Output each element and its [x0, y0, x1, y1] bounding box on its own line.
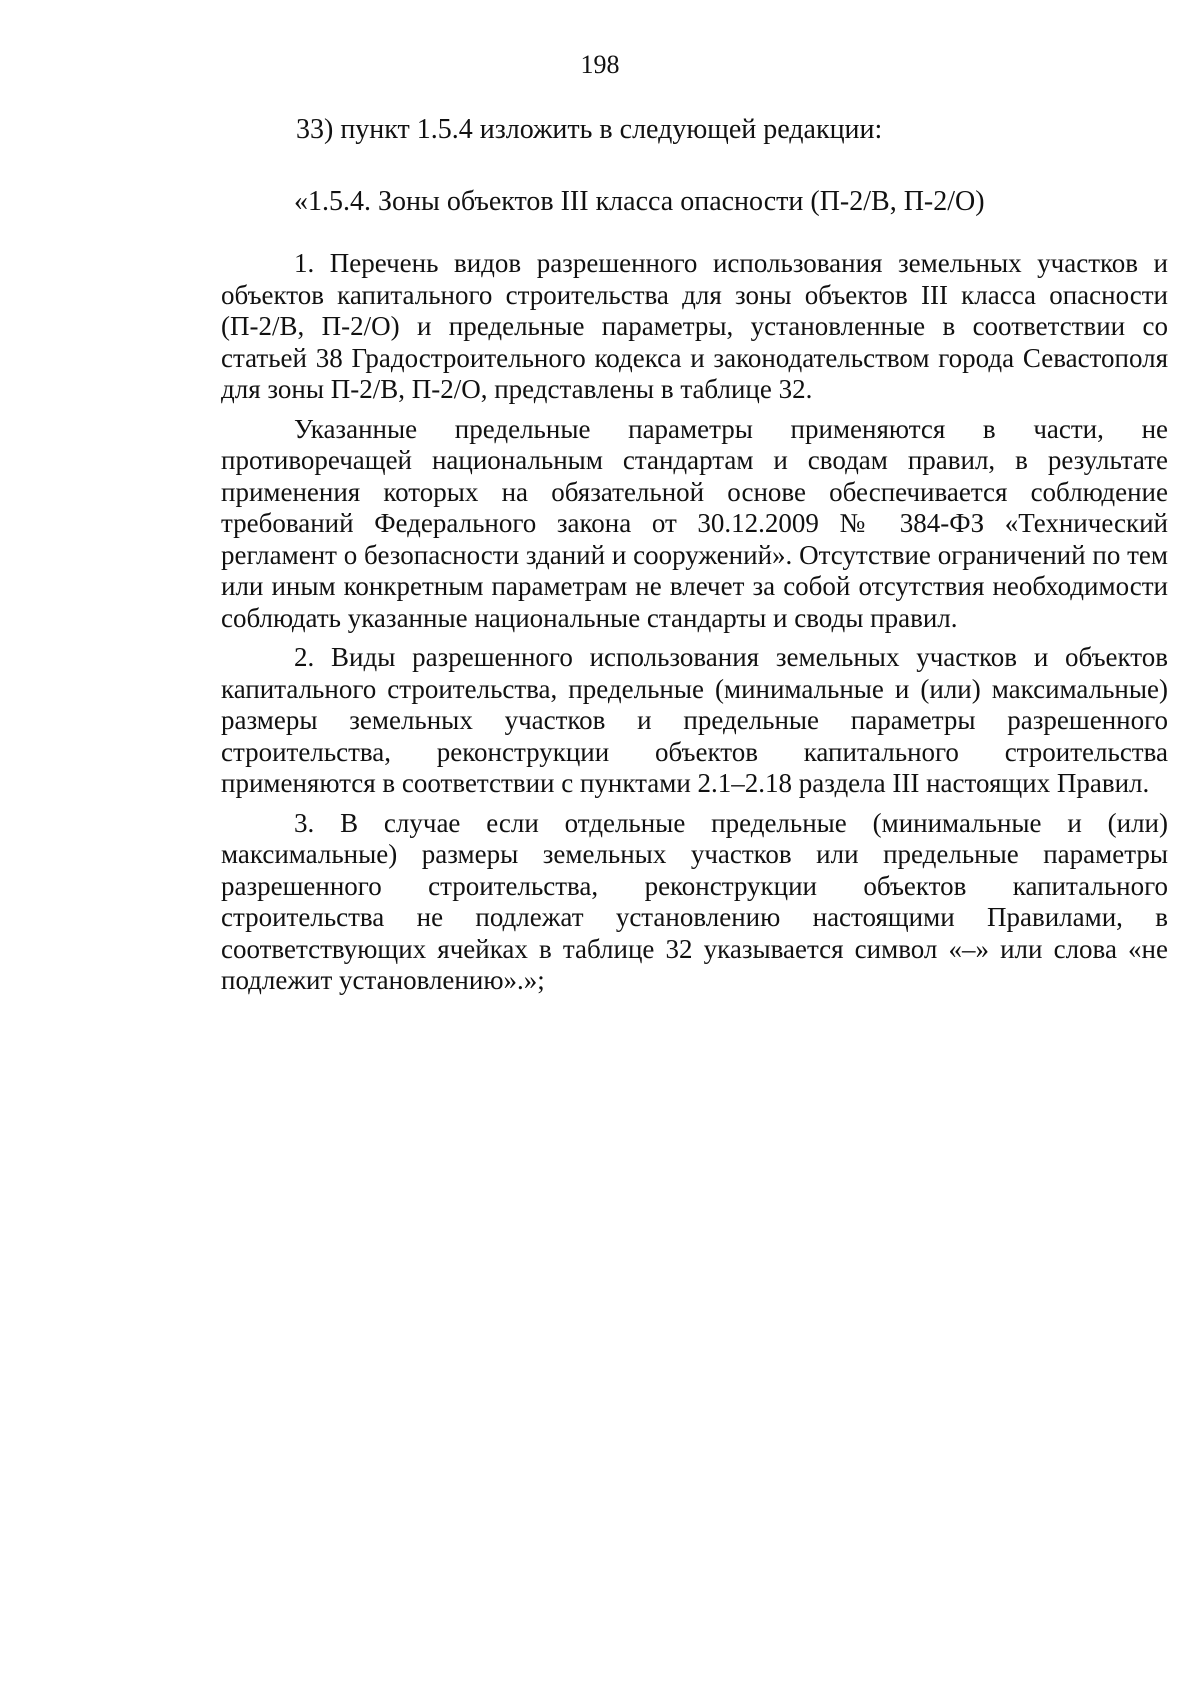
- amendment-item: 33) пункт 1.5.4 изложить в следующей редакции:: [296, 114, 883, 145]
- section-heading: «1.5.4. Зоны объектов III класса опасности (П-2/В, П-2/О): [294, 186, 985, 217]
- paragraph-2: Указанные предельные параметры применяются в части, не противоречащей национальным стандартам и сводам правил, в результате применения которых на обязательной основе обеспечивается соблюдение требований Федерального закона от 30.12.2009 № 384-ФЗ «Технический регламент о безопасности зданий и сооружений». Отсутствие ограничений по тем или иным конкретным параметрам не влечет за собой отсутствия необходимости соблюдать указанные национальные стандарты и своды правил.: [221, 413, 1168, 633]
- paragraph-3: 2. Виды разрешенного использования земельных участков и объектов капитального строительства, предельные (минимальные и (или) максимальные) размеры земельных участков и предельные параметры разрешенного строительства, реконструкции объектов капитального строительства применяются в соответствии с пунктами 2.1–2.18 раздела III настоящих Правил.: [221, 642, 1168, 798]
- paragraph-1: 1. Перечень видов разрешенного использования земельных участков и объектов капитального строительства для зоны объектов III класса опасности (П-2/В, П-2/О) и предельные параметры, установленные в соответствии со статьей 38 Градостроительного кодекса и законодательством города Севастополя для зоны П-2/В, П-2/О, представлены в таблице 32.: [221, 248, 1168, 404]
- paragraph-4: 3. В случае если отдельные предельные (минимальные и (или) максимальные) размеры земельных участков или предельные параметры разрешенного строительства, реконструкции объектов капитального строительства не подлежат установлению настоящими Правилами, в соответствующих ячейках в таблице 32 указывается символ «–» или слова «не подлежит установлению».»;: [221, 807, 1168, 995]
- page-number: 198: [580, 50, 620, 79]
- body-text: [221, 248, 1168, 1005]
